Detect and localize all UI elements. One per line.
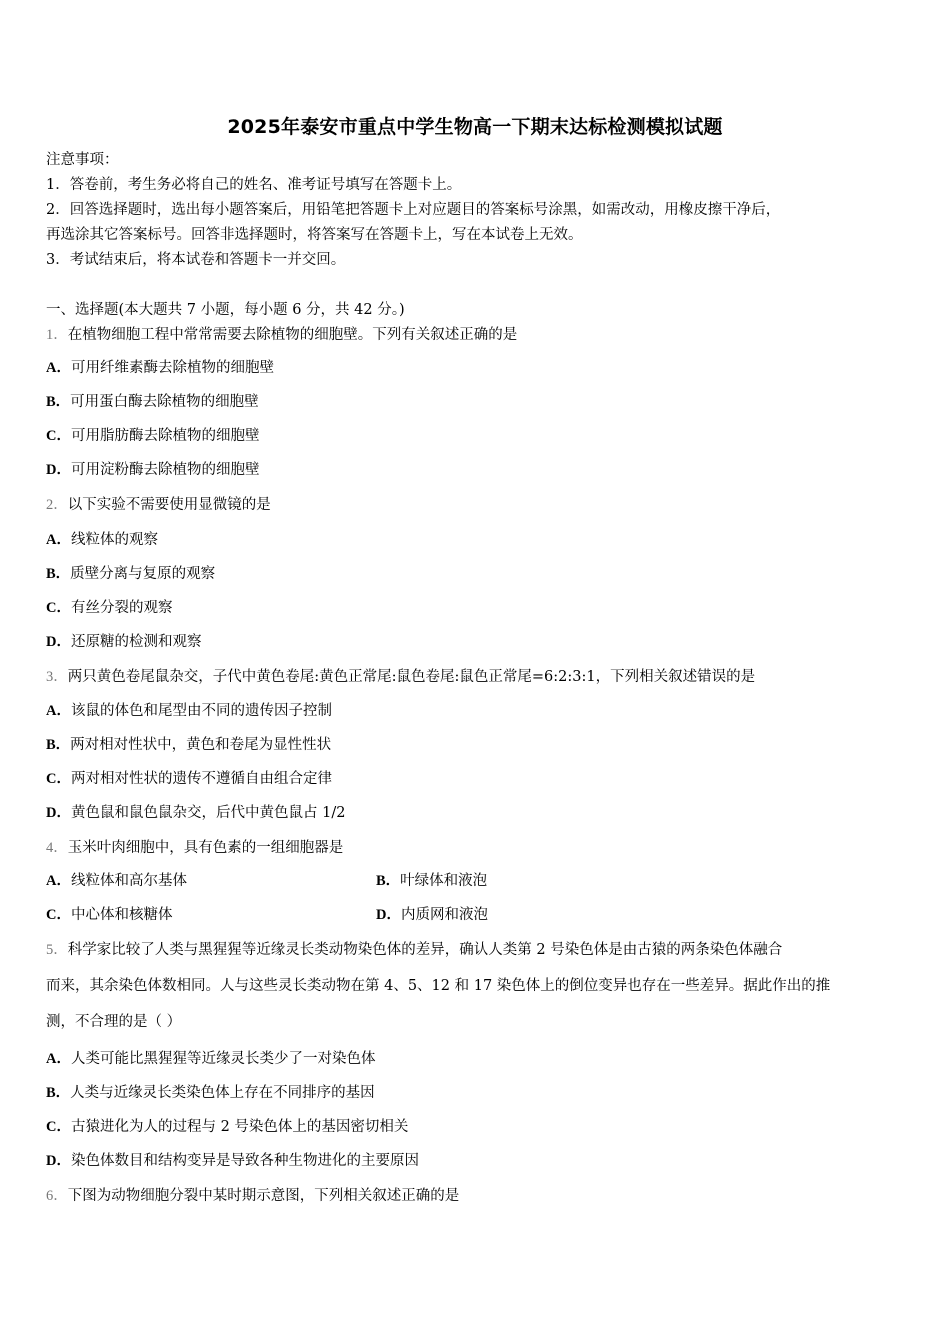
question-stem-line: 测，不合理的是（ ）: [46, 1014, 182, 1030]
option-text: 线粒体的观察: [70, 532, 158, 548]
option-text: 叶绿体和液泡: [400, 873, 488, 889]
question-6: [46, 1186, 459, 1206]
option-d: [46, 460, 259, 480]
question-stem: 下图为动物细胞分裂中某时期示意图，下列相关叙述正确的是: [67, 1188, 460, 1204]
question-number: 6．: [46, 1188, 68, 1204]
option-letter: D．: [46, 1153, 71, 1169]
question-stem-line: 科学家比较了人类与黑猩猩等近缘灵长类动物染色体的差异，确认人类第 2 号染色体是由古猿的两条染色体融合: [67, 942, 783, 958]
option-text: 可用蛋白酶去除植物的细胞壁: [70, 394, 259, 410]
option-letter: B．: [46, 737, 71, 753]
notice-item: 2．回答选择题时，选出每小题答案后，用铅笔把答题卡上对应题目的答案标号涂黑，如需改动，用橡皮擦干净后，: [46, 202, 781, 218]
option-b: [46, 392, 259, 412]
option-letter: D．: [46, 634, 71, 650]
question-4: [46, 838, 343, 858]
option-d: [376, 905, 488, 925]
page-title: 2025年泰安市重点中学生物高一下期末达标检测模拟试题: [227, 116, 723, 138]
question-3: [46, 667, 755, 687]
option-text: 内质网和液泡: [400, 907, 488, 923]
option-text: 该鼠的体色和尾型由不同的遗传因子控制: [70, 703, 332, 719]
option-text: 人类可能比黑猩猩等近缘灵长类少了一对染色体: [70, 1051, 376, 1067]
question-stem: 两只黄色卷尾鼠杂交，子代中黄色卷尾:黄色正常尾:鼠色卷尾:鼠色正常尾=6:2:3:1，下列相关叙述错误的是: [67, 669, 756, 685]
option-letter: D．: [46, 805, 71, 821]
option-text: 人类与近缘灵长类染色体上存在不同排序的基因: [70, 1085, 375, 1101]
option-b: [46, 735, 331, 755]
option-text: 黄色鼠和鼠色鼠杂交，后代中黄色鼠占 1/2: [70, 805, 346, 821]
notice-item: 3．考试结束后，将本试卷和答题卡一并交回。: [46, 252, 346, 268]
option-text: 质壁分离与复原的观察: [70, 566, 216, 582]
question-number: 2．: [46, 497, 68, 513]
option-letter: D．: [376, 907, 401, 923]
notice-item: 再选涂其它答案标号。回答非选择题时，将答案写在答题卡上，写在本试卷上无效。: [46, 227, 583, 243]
option-c: [46, 1117, 408, 1137]
option-c: [46, 905, 172, 925]
option-letter: C．: [46, 907, 71, 923]
notice-item: 1．答卷前，考生务必将自己的姓名、准考证号填写在答题卡上。: [46, 177, 462, 193]
option-text: 可用脂肪酶去除植物的细胞壁: [70, 428, 260, 444]
option-b: [376, 871, 487, 891]
option-a: [46, 701, 332, 721]
option-text: 两对相对性状的遗传不遵循自由组合定律: [70, 771, 332, 787]
option-c: [46, 426, 259, 446]
option-d: [46, 1151, 419, 1171]
option-c: [46, 598, 172, 618]
option-letter: C．: [46, 428, 71, 444]
option-text: 中心体和核糖体: [70, 907, 173, 923]
notice-heading: 注意事项：: [46, 152, 119, 168]
question-stem: 以下实验不需要使用显微镜的是: [67, 497, 271, 513]
question-number: 3．: [46, 669, 68, 685]
option-a: [46, 358, 274, 378]
option-a: [46, 1049, 375, 1069]
option-letter: B．: [46, 394, 71, 410]
option-text: 还原糖的检测和观察: [70, 634, 202, 650]
option-c: [46, 769, 332, 789]
option-text: 可用纤维素酶去除植物的细胞壁: [70, 360, 274, 376]
question-1: [46, 325, 517, 345]
question-2: [46, 495, 271, 515]
option-b: [46, 564, 215, 584]
option-text: 有丝分裂的观察: [70, 600, 173, 616]
option-letter: B．: [376, 873, 401, 889]
option-letter: C．: [46, 771, 71, 787]
option-letter: C．: [46, 1119, 71, 1135]
option-letter: A．: [46, 873, 71, 889]
option-d: [46, 632, 201, 652]
question-stem: 玉米叶肉细胞中，具有色素的一组细胞器是: [67, 840, 344, 856]
option-a: [46, 871, 187, 891]
option-text: 线粒体和高尔基体: [70, 873, 187, 889]
question-stem-line: 而来，其余染色体数相同。人与这些灵长类动物在第 4、5、12 和 17 染色体上的倒位变异也存在一些差异。据此作出的推: [46, 978, 831, 994]
option-b: [46, 1083, 375, 1103]
option-letter: C．: [46, 600, 71, 616]
option-letter: A．: [46, 703, 71, 719]
option-letter: B．: [46, 566, 71, 582]
option-text: 染色体数目和结构变异是导致各种生物进化的主要原因: [70, 1153, 419, 1169]
question-number: 1．: [46, 327, 68, 343]
option-text: 两对相对性状中，黄色和卷尾为显性性状: [70, 737, 332, 753]
option-text: 可用淀粉酶去除植物的细胞壁: [70, 462, 260, 478]
question-number: 4．: [46, 840, 68, 856]
option-d: [46, 803, 345, 823]
question-stem: 在植物细胞工程中常常需要去除植物的细胞壁。下列有关叙述正确的是: [67, 327, 518, 343]
option-letter: A．: [46, 1051, 71, 1067]
option-text: 古猿进化为人的过程与 2 号染色体上的基因密切相关: [70, 1119, 409, 1135]
option-a: [46, 530, 158, 550]
option-letter: D．: [46, 462, 71, 478]
option-letter: B．: [46, 1085, 71, 1101]
option-letter: A．: [46, 360, 71, 376]
section-heading: 一、选择题(本大题共 7 小题，每小题 6 分，共 42 分。): [46, 302, 405, 318]
question-5: [46, 940, 782, 960]
question-number: 5．: [46, 942, 68, 958]
option-letter: A．: [46, 532, 71, 548]
